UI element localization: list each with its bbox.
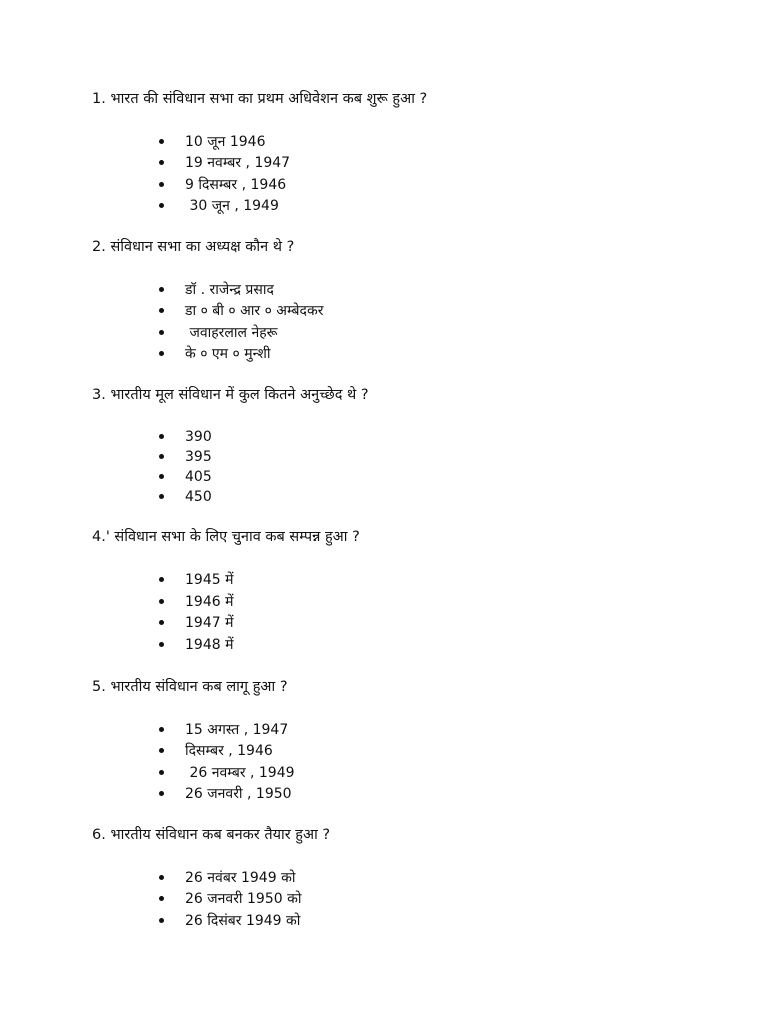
bullet-icon xyxy=(159,875,164,880)
option-item xyxy=(0,279,768,301)
option-text: डा ० बी ० आर ० अम्बेदकर xyxy=(185,303,324,319)
option-item xyxy=(0,426,768,448)
option-item xyxy=(0,322,768,344)
option-text: 19 नवम्बर , 1947 xyxy=(185,155,291,171)
option-item xyxy=(0,131,768,153)
option-item xyxy=(0,783,768,805)
option-text: के ० एम ० मुन्शी xyxy=(185,346,271,362)
option-item xyxy=(0,486,768,508)
bullet-icon xyxy=(159,454,164,459)
option-item xyxy=(0,343,768,365)
question-text: 3. भारतीय मूल संविधान में कुल कितने अनुच्छेद थे ? xyxy=(92,387,369,403)
bullet-icon xyxy=(159,896,164,901)
bullet-icon xyxy=(159,182,164,187)
bullet-icon xyxy=(159,770,164,775)
option-item xyxy=(0,446,768,468)
option-text: 26 नवंबर 1949 को xyxy=(185,870,296,886)
bullet-icon xyxy=(159,577,164,582)
option-item xyxy=(0,888,768,910)
bullet-icon xyxy=(159,287,164,292)
option-item xyxy=(0,719,768,741)
option-item xyxy=(0,910,768,932)
bullet-icon xyxy=(159,918,164,923)
bullet-icon xyxy=(159,434,164,439)
option-item xyxy=(0,762,768,784)
bullet-icon xyxy=(159,308,164,313)
option-text: 1946 में xyxy=(185,594,234,610)
option-text: 1945 में xyxy=(185,572,234,588)
option-text: दिसम्बर , 1946 xyxy=(185,743,273,759)
option-text: डॉ . राजेन्द्र प्रसाद xyxy=(185,282,274,298)
bullet-icon xyxy=(159,330,164,335)
option-text: 26 जनवरी 1950 को xyxy=(185,891,302,907)
option-text: 1947 में xyxy=(185,615,234,631)
bullet-icon xyxy=(159,791,164,796)
bullet-icon xyxy=(159,599,164,604)
bullet-icon xyxy=(159,620,164,625)
question-text: 1. भारत की संविधान सभा का प्रथम अधिवेशन कब शुरू हुआ ? xyxy=(92,91,428,107)
question-text: 2. संविधान सभा का अध्यक्ष कौन थे ? xyxy=(92,239,295,255)
option-text: 10 जून 1946 xyxy=(185,134,266,150)
bullet-icon xyxy=(159,160,164,165)
option-text: 405 xyxy=(185,469,212,485)
option-text: जवाहरलाल नेहरू xyxy=(185,325,278,341)
bullet-icon xyxy=(159,642,164,647)
bullet-icon xyxy=(159,139,164,144)
question-text: 4.' संविधान सभा के लिए चुनाव कब सम्पन्न हुआ ? xyxy=(92,529,360,545)
bullet-icon xyxy=(159,494,164,499)
option-item xyxy=(0,591,768,613)
question-text: 6. भारतीय संविधान कब बनकर तैयार हुआ ? xyxy=(92,827,331,843)
option-item xyxy=(0,867,768,889)
option-item xyxy=(0,152,768,174)
option-text: 9 दिसम्बर , 1946 xyxy=(185,177,287,193)
option-item xyxy=(0,466,768,488)
question-text: 5. भारतीय संविधान कब लागू हुआ ? xyxy=(92,679,288,695)
bullet-icon xyxy=(159,727,164,732)
option-text: 26 नवम्बर , 1949 xyxy=(185,765,295,781)
option-item xyxy=(0,300,768,322)
option-text: 1948 में xyxy=(185,637,234,653)
option-text: 450 xyxy=(185,489,212,505)
option-text: 15 अगस्त , 1947 xyxy=(185,722,289,738)
option-item xyxy=(0,634,768,656)
option-item xyxy=(0,195,768,217)
bullet-icon xyxy=(159,748,164,753)
option-item xyxy=(0,740,768,762)
option-text: 26 दिसंबर 1949 को xyxy=(185,913,301,929)
option-item xyxy=(0,569,768,591)
bullet-icon xyxy=(159,203,164,208)
option-text: 390 xyxy=(185,429,212,445)
bullet-icon xyxy=(159,351,164,356)
option-text: 395 xyxy=(185,449,212,465)
option-item xyxy=(0,612,768,634)
option-text: 26 जनवरी , 1950 xyxy=(185,786,292,802)
bullet-icon xyxy=(159,474,164,479)
option-item xyxy=(0,174,768,196)
option-text: 30 जून , 1949 xyxy=(185,198,279,214)
